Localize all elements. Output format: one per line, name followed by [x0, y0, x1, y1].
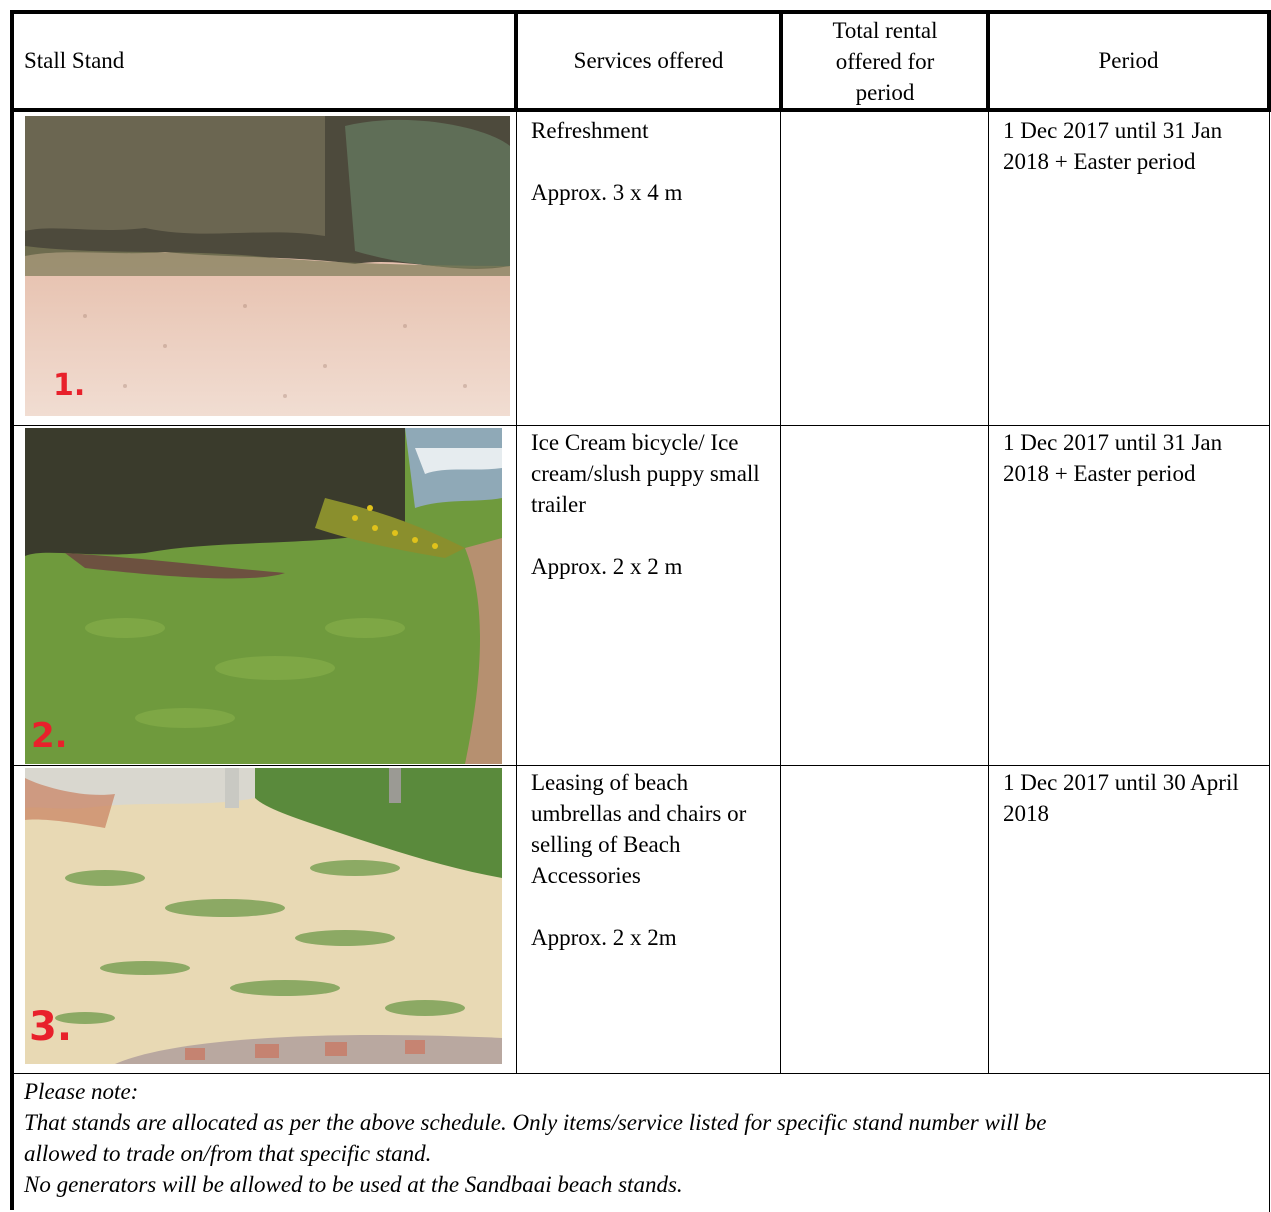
row-separator-1	[10, 425, 1270, 426]
note-heading: Please note:	[24, 1079, 139, 1104]
header-period: Period	[1098, 48, 1159, 73]
body-separator-1	[516, 112, 517, 1074]
stand-1-number-label: 1.	[53, 368, 86, 403]
stand-3-photo	[25, 768, 502, 1064]
stand-3-service-name: Leasing of beach umbrellas and chairs or selling of Beach Accessories	[531, 770, 747, 888]
header-bottom-border	[10, 108, 1271, 112]
body-separator-2	[780, 112, 781, 1074]
stand-3-service-size: Approx. 2 x 2m	[531, 925, 677, 950]
note-line-1: That stands are allocated as per the above schedule. Only items/service listed for specific stand number will be	[24, 1110, 1047, 1135]
table-top-border	[10, 10, 1271, 14]
stand-1-service-size: Approx. 3 x 4 m	[531, 180, 683, 205]
note-line-2: allowed to trade on/from that specific stand.	[24, 1141, 432, 1166]
stand-2-service-name: Ice Cream bicycle/ Ice cream/slush puppy small trailer	[531, 430, 760, 517]
row-separator-2	[10, 765, 1270, 766]
stand-2-photo	[25, 428, 502, 764]
stand-2-service-size: Approx. 2 x 2 m	[531, 554, 683, 579]
table-right-border	[1269, 112, 1270, 1212]
stand-1-photo	[25, 116, 510, 416]
table-left-border	[10, 10, 14, 1210]
header-services-offered: Services offered	[573, 48, 724, 73]
stand-1-service-name: Refreshment	[531, 118, 649, 143]
body-separator-3	[988, 112, 989, 1074]
stall-schedule-table	[10, 10, 1271, 1210]
header-total-rental: Total rental offered for period	[832, 18, 938, 105]
header-stall-stand: Stall Stand	[24, 48, 125, 73]
stand-1-period: 1 Dec 2017 until 31 Jan 2018 + Easter period	[1003, 118, 1223, 174]
stand-3-period: 1 Dec 2017 until 30 April 2018	[1003, 770, 1239, 826]
stand-2-period: 1 Dec 2017 until 31 Jan 2018 + Easter period	[1003, 430, 1223, 486]
header-right-border	[1267, 10, 1271, 112]
header-separator-2	[779, 10, 783, 112]
note-line-3: No generators will be allowed to be used at the Sandbaai beach stands.	[24, 1172, 683, 1197]
stand-3-number-label: 3.	[29, 1004, 73, 1050]
row-separator-3	[10, 1073, 1270, 1074]
stand-2-number-label: 2.	[31, 716, 68, 756]
